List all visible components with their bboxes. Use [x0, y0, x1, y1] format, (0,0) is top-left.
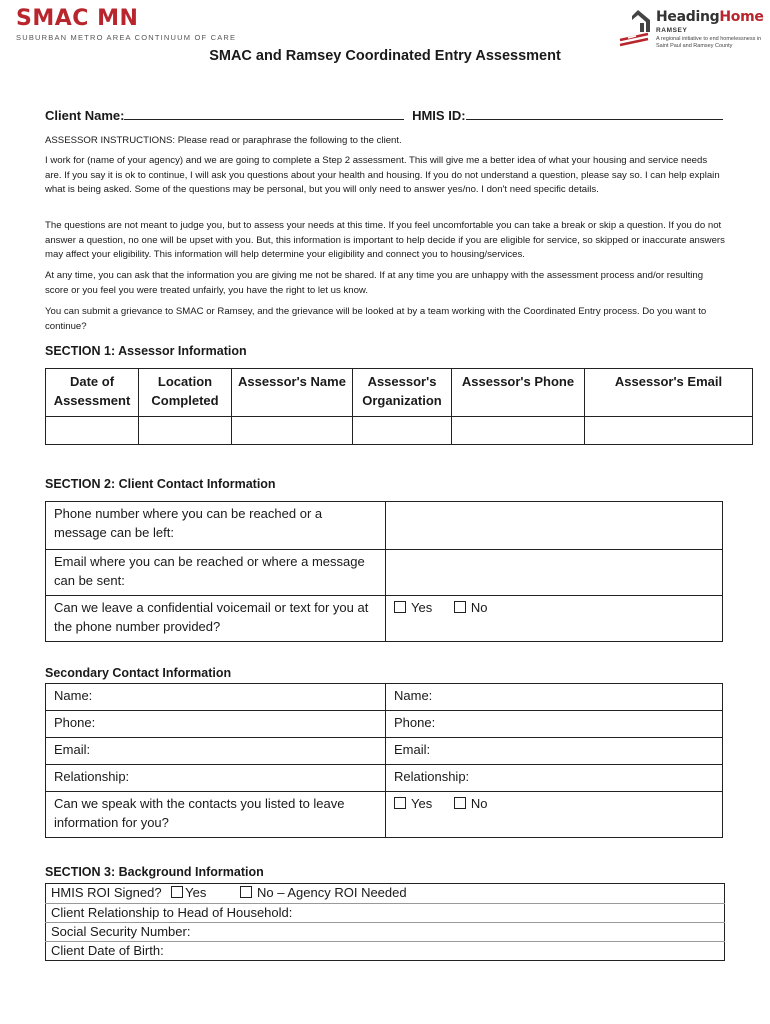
secondary-phone-right[interactable]: Phone:	[386, 711, 723, 738]
col-assessor-organization: Assessor's Organization	[353, 369, 452, 417]
smac-logo-text: SMAC MN	[16, 6, 139, 31]
contact-permission-no-checkbox[interactable]	[454, 797, 466, 809]
secondary-phone-left[interactable]: Phone:	[46, 711, 386, 738]
hmis-id-label: HMIS ID:	[412, 108, 466, 123]
contact-permission-yes-checkbox[interactable]	[394, 797, 406, 809]
roi-row	[46, 884, 725, 904]
email-field[interactable]	[386, 550, 723, 596]
assessor-info-table	[45, 368, 753, 445]
page-title: SMAC and Ramsey Coordinated Entry Assessment	[209, 48, 561, 64]
instructions-paragraph: ASSESSOR INSTRUCTIONS: Please read or paraphrase the following to the client.	[45, 135, 402, 146]
email-label: Email where you can be reached or where a message can be sent:	[46, 550, 386, 596]
voicemail-no-checkbox[interactable]	[454, 601, 466, 613]
col-assessor-phone: Assessor's Phone	[452, 369, 585, 417]
heading-home-logo-sub: RAMSEY	[656, 27, 688, 34]
secondary-name-left[interactable]: Name:	[46, 684, 386, 711]
voicemail-yes-label: Yes	[411, 600, 433, 615]
client-id-line	[45, 107, 735, 123]
client-contact-table	[45, 501, 723, 642]
dob-field[interactable]: Client Date of Birth:	[46, 942, 725, 961]
roi-label: HMIS ROI Signed?	[51, 885, 162, 900]
heading-home-logo-desc: A regional initiative to end homelessness in Saint Paul and Ramsey County	[656, 36, 762, 49]
phone-label: Phone number where you can be reached or a message can be left:	[46, 502, 386, 550]
roi-yes-label: Yes	[185, 885, 207, 900]
secondary-email-left[interactable]: Email:	[46, 738, 386, 765]
col-assessor-email: Assessor's Email	[585, 369, 753, 417]
heading-home-logo	[618, 6, 764, 50]
assessor-phone-field[interactable]	[452, 417, 585, 445]
roi-no-checkbox[interactable]	[240, 886, 252, 898]
smac-logo-tagline: SUBURBAN METRO AREA CONTINUUM OF CARE	[16, 33, 237, 42]
col-date-of-assessment: Date of Assessment	[46, 369, 139, 417]
secondary-contact-table	[45, 683, 723, 838]
assessor-email-field[interactable]	[585, 417, 753, 445]
contact-permission-options	[386, 792, 723, 838]
smac-logo	[16, 6, 236, 42]
section3-heading: SECTION 3: Background Information	[45, 865, 264, 879]
relationship-to-hoh-field[interactable]: Client Relationship to Head of Household:	[46, 904, 725, 923]
date-of-assessment-field[interactable]	[46, 417, 139, 445]
ssn-field[interactable]: Social Security Number:	[46, 923, 725, 942]
intro-paragraph: I work for (name of your agency) and we are going to complete a Step 2 assessment. This will give me a better idea of what your housing and service needs are. If you say it is ok to continue, I will ask you questions about your health and housing. If you do not understand a question, please say so. I can help explain what is being asked. Some of the questions may be personal, but you will only need to answer yes/no. I don't need specific details.	[45, 155, 720, 196]
hmis-id-field[interactable]	[466, 107, 723, 120]
section1-heading: SECTION 1: Assessor Information	[45, 344, 247, 358]
roi-yes-checkbox[interactable]	[171, 886, 183, 898]
background-info-table	[45, 883, 725, 961]
secondary-email-right[interactable]: Email:	[386, 738, 723, 765]
client-name-field[interactable]	[124, 107, 404, 120]
house-icon	[618, 6, 654, 48]
secondary-contact-heading: Secondary Contact Information	[45, 666, 232, 680]
col-assessor-name: Assessor's Name	[232, 369, 353, 417]
assessor-name-field[interactable]	[232, 417, 353, 445]
voicemail-yes-checkbox[interactable]	[394, 601, 406, 613]
judgement-paragraph: The questions are not meant to judge you, but to assess your needs at this time. If you feel uncomfortable you can take a break or skip a question. If you do not answer a question, no one will be upset with you. But, this information is important to help decide if you are eligible for service, so skipped or inaccurate answers may affect your eligibility. This information will help determine your eligibility and connect you to housing/services.	[45, 220, 725, 261]
roi-no-label: No – Agency ROI Needed	[257, 885, 407, 900]
contact-permission-no-label: No	[470, 796, 488, 811]
col-location-completed: Location Completed	[139, 369, 232, 417]
privacy-paragraph: At any time, you can ask that the information you are giving me not be shared. If at any time you are unhappy with the assessment process and/or resulting score or you feel you were treated unfairly, you have the right to let us know.	[45, 270, 704, 296]
section2-heading: SECTION 2: Client Contact Information	[45, 477, 276, 491]
heading-home-logo-text: HeadingHome	[656, 9, 764, 25]
voicemail-no-label: No	[470, 600, 488, 615]
secondary-relationship-right[interactable]: Relationship:	[386, 765, 723, 792]
location-completed-field[interactable]	[139, 417, 232, 445]
contact-permission-question: Can we speak with the contacts you listed to leave information for you?	[46, 792, 386, 838]
secondary-relationship-left[interactable]: Relationship:	[46, 765, 386, 792]
client-name-label: Client Name:	[45, 108, 125, 123]
secondary-name-right[interactable]: Name:	[386, 684, 723, 711]
voicemail-question: Can we leave a confidential voicemail or text for you at the phone number provided?	[46, 596, 386, 642]
grievance-paragraph: You can submit a grievance to SMAC or Ramsey, and the grievance will be looked at by a team working with the Coordinated Entry process. Do you want to continue?	[45, 306, 707, 332]
assessor-organization-field[interactable]	[353, 417, 452, 445]
phone-field[interactable]	[386, 502, 723, 550]
voicemail-options	[386, 596, 723, 642]
contact-permission-yes-label: Yes	[411, 796, 433, 811]
